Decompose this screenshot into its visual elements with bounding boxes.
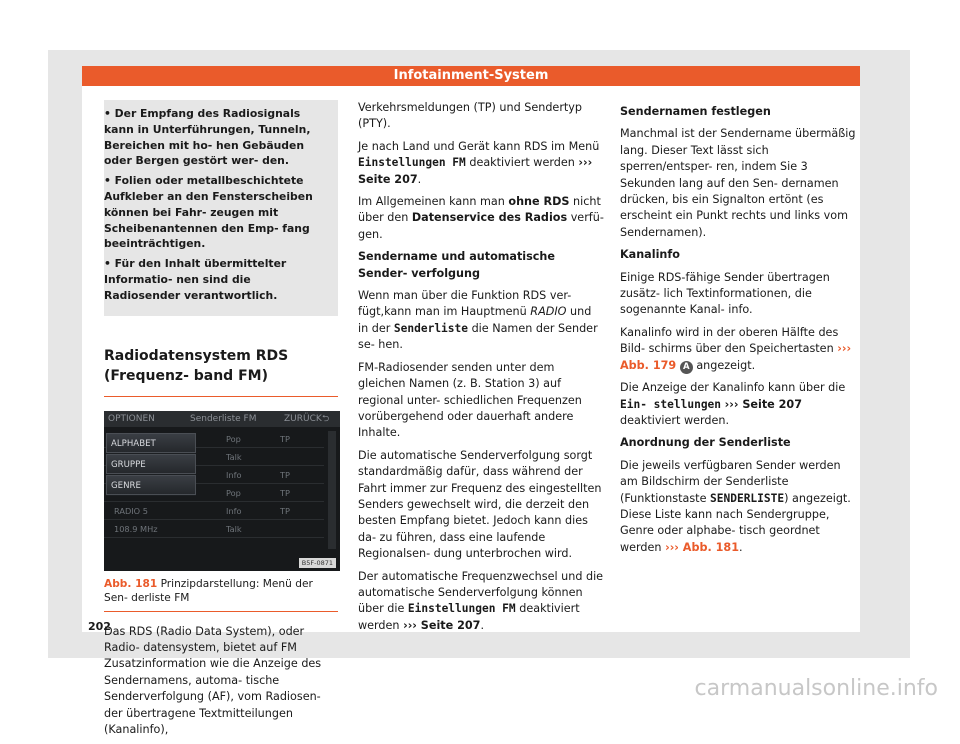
- back-arrow-icon: ⮌: [322, 413, 330, 424]
- paragraph: Einige RDS-fähige Sender übertragen zusätz- lich Textinformationen, die sogenannte Kanal- info.: [620, 270, 830, 317]
- figure-tab-bar: [104, 411, 340, 427]
- paragraph: Verkehrsmeldungen (TP) und Sendertyp (PTY).: [358, 101, 583, 131]
- figure-tab-list: Senderliste FM: [190, 413, 257, 424]
- figure-row: Info TP: [104, 467, 324, 484]
- subheading: Anordnung der Senderliste: [620, 436, 791, 450]
- paragraph: Wenn man über die Funktion RDS ver- fügt,kann man im Hauptmenü RADIO und in der Senderliste die Namen der Sender se- hen.: [358, 289, 598, 352]
- paragraph: Manchmal ist der Sendername übermäßig lang. Dieser Text lässt sich sperren/entsper- ren, indem Sie 3 Sekunden lang auf den Sen- dernamen drücken, bis ein Signalton ertönt (es erscheint ein Punkt rechts und links vom Sendernamen).: [620, 127, 856, 239]
- figure-reference-link[interactable]: ››› Abb. 181: [665, 540, 739, 554]
- paragraph: Die Anzeige der Kanalinfo kann über die Ein- stellungen ››› Seite 207 deaktiviert werden.: [620, 381, 846, 427]
- figure-row: Talk: [104, 449, 324, 466]
- page-reference-link[interactable]: ››› Seite 207: [403, 618, 481, 632]
- page-number: 202: [88, 620, 111, 633]
- page-reference-link[interactable]: ››› Seite 207: [724, 397, 802, 411]
- column-3: [620, 100, 858, 562]
- callout-marker: A: [680, 361, 693, 374]
- figure-menu-item: GENRE: [106, 475, 196, 495]
- figure-tab-options: OPTIONEN: [108, 413, 155, 424]
- subheading: Sendernamen festlegen: [620, 105, 771, 118]
- figure-row: 108.9 MHz Talk: [104, 521, 324, 538]
- paragraph: Je nach Land und Gerät kann RDS im Menü Einstellungen FM deaktiviert werden ››› Seite 207.: [358, 139, 600, 186]
- figure-row: Pop TP: [104, 431, 324, 448]
- section-title: Radiodatensystem RDS (Frequenz- band FM): [104, 346, 338, 397]
- page-reference-link[interactable]: ››› Seite 207: [358, 156, 593, 186]
- note-item: • Der Empfang des Radiosignals kann in Unterführungen, Tunneln, Bereichen mit ho- hen Gebäuden oder Bergen gestört wer- den.: [104, 106, 330, 169]
- paragraph: FM-Radiosender senden unter dem gleichen Namen (z. B. Station 3) auf regional unter- schiedlichen Frequenzen vorübergehend oder dauerhaft andere Inhalte.: [358, 360, 582, 440]
- paragraph: Der automatische Frequenzwechsel und die automatische Senderverfolgung können über die Einstellungen FM deaktiviert werden ››› Seite 207.: [358, 569, 604, 632]
- paragraph: Das RDS (Radio Data System), oder Radio- datensystem, bietet auf FM Zusatzinformation wie die Anzeige des Sendernamens, automa- tische Senderverfolgung (AF), vom Radiosen- der übertragene Textmitteilungen (Kanalinfo),: [104, 624, 322, 736]
- paragraph: Im Allgemeinen kann man ohne RDS nicht über den Datenservice des Radios verfü- gen.: [358, 195, 604, 241]
- figure-senderliste: [104, 411, 340, 571]
- figure-caption: [104, 577, 338, 612]
- column-2: [358, 100, 604, 640]
- paragraph: Kanalinfo wird in der oberen Hälfte des Bild- schirms über den Speichertasten ››› Abb. 179 A angezeigt.: [620, 325, 852, 372]
- caption-text: Prinzipdarstellung: Menü der Sen- derliste FM: [104, 577, 313, 604]
- figure-sort-menu: [106, 433, 196, 496]
- note-box: [104, 100, 338, 316]
- figure-row: RADIO 5 Info TP: [104, 503, 324, 520]
- figure-reference-link[interactable]: ››› Abb. 179: [620, 342, 852, 372]
- subheading: Kanalinfo: [620, 248, 680, 262]
- figure-scrollbar: [328, 431, 336, 549]
- page-header: Infotainment-System: [82, 66, 860, 86]
- paragraph: Die jeweils verfügbaren Sender werden am Bildschirm der Senderliste (Funktionstaste SENDERLISTE) angezeigt. Diese Liste kann nach Sendergruppe, Genre oder alphabe- tisch geordnet werden ››› Abb. 181.: [620, 458, 851, 554]
- figure-row: Pop TP: [104, 485, 324, 502]
- figure-menu-item: ALPHABET: [106, 433, 196, 453]
- note-item: • Für den Inhalt übermittelter Informatio- nen sind die Radiosender verantwortlich.: [104, 256, 330, 303]
- column-1: [104, 100, 338, 744]
- note-item: • Folien oder metallbeschichtete Aufkleber an den Fensterscheiben können bei Fahr- zeugen mit Scheibenantennen den Emp- fang beeinträchtigen.: [104, 173, 330, 252]
- caption-number: Abb. 181: [104, 577, 158, 590]
- figure-code: B5F-0871: [299, 558, 336, 568]
- subheading: Sendername und automatische Sender- verfolgung: [358, 250, 555, 280]
- watermark: carmanualsonline.info: [694, 676, 938, 701]
- figure-menu-item: GRUPPE: [106, 454, 196, 474]
- paragraph: Die automatische Senderverfolgung sorgt standardmäßig dafür, dass während der Fahrt immer zur Frequenz des eingestellten Senders gewechselt wird, die derzeit den besten Empfang bietet. Jedoch kann dies da- zu führen, dass eine laufende Regionalsen- dung unterbrochen wird.: [358, 448, 602, 561]
- figure-tab-back: ZURÜCK: [284, 413, 322, 424]
